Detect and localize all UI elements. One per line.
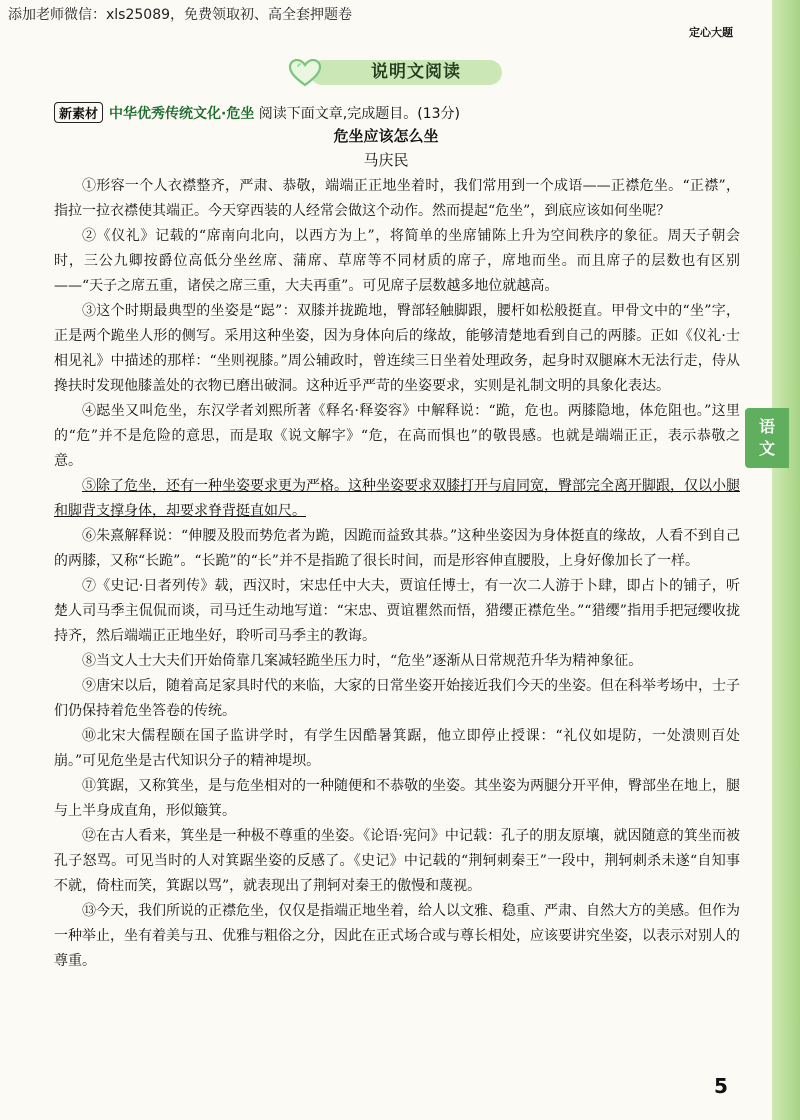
subject-tab-char: 语 bbox=[758, 417, 775, 436]
header-section-label: 定心大题 bbox=[689, 26, 733, 39]
watermark-text: 添加老师微信：xls25089，免费领取初、高全套押题卷 bbox=[8, 7, 353, 23]
banner-title: 说明文阅读 bbox=[371, 62, 461, 82]
paragraph: ⑪箕踞，又称箕坐，是与危坐相对的一种随便和不恭敬的坐姿。其坐姿为两腿分开平伸，臀部坐在地上，腿与上半身成直角，形似簸箕。 bbox=[54, 778, 740, 819]
paragraph: ⑫在古人看来，箕坐是一种极不尊重的坐姿。《论语·宪问》中记载：孔子的朋友原壤，就因随意的箕坐而被孔子怒骂。可见当时的人对箕踞坐姿的反感了。《史记》中记载的“荆轲刺秦王”一段中，荆轲刺杀未遂“自知事不就，倚柱而笑，箕踞以骂”，就表现出了荆轲对秦王的傲慢和蔑视。 bbox=[54, 828, 740, 894]
paragraph: ⑦《史记·日者列传》载，西汉时，宋忠任中大夫，贾谊任博士，有一次二人游于卜肆，即占卜的铺子，听楚人司马季主侃侃而谈，司马迁生动地写道：“宋忠、贾谊瞿然而悟，猎缨正襟危坐。”“猎缨”指用手把冠缨收拢持齐，然后端端正正地坐好，聆听司马季主的教诲。 bbox=[54, 578, 740, 644]
article-author: 马庆民 bbox=[363, 151, 409, 169]
new-material-tag: 新素材 bbox=[54, 102, 103, 123]
page-number: 5 bbox=[714, 1074, 728, 1098]
paragraph: ⑧当文人士大夫们开始倚靠几案减轻跪坐压力时，“危坐”逐渐从日常规范升华为精神象征。 bbox=[82, 653, 643, 669]
task-instruction bbox=[54, 102, 460, 123]
paragraph: ④跽坐又叫危坐，东汉学者刘熙所著《释名·释姿容》中解释说：“跪，危也。两膝隐地，体危阻也。”这里的“危”并不是危险的意思，而是取《说文解字》“危，在高而惧也”的敬畏感。也就是端端正正，表示恭敬之意。 bbox=[54, 403, 740, 469]
paragraph: ⑬今天，我们所说的正襟危坐，仅仅是指端正地坐着，给人以文雅、稳重、严肃、自然大方的美感。但作为一种举止，坐有着美与丑、优雅与粗俗之分，因此在正式场合或与尊长相处，应该要讲究坐姿，以表示对别人的尊重。 bbox=[54, 903, 740, 969]
page-edge bbox=[772, 0, 800, 1120]
paragraph: ③这个时期最典型的坐姿是“跽”：双膝并拢跪地，臀部轻触脚跟，腰杆如松般挺直。甲骨文中的“坐”字，正是两个跪坐人形的侧写。采用这种坐姿，因为身体向后的缘故，能够清楚地看到自己的两膝。正如《仪礼·士相见礼》中描述的那样：“坐则视膝。”周公辅政时，曾连续三日坐着处理政务，起身时双腿麻木无法行走，侍从搀扶时发现他膝盖处的衣物已磨出破洞。这种近乎严苛的坐姿要求，实则是礼制文明的具象化表达。 bbox=[54, 303, 740, 394]
paragraph-underlined: ⑤除了危坐，还有一种坐姿要求更为严格。这种坐姿要求双膝打开与肩同宽，臀部完全离开脚跟，仅以小腿和脚背支撑身体，却要求脊背挺直如尺。 bbox=[54, 478, 740, 519]
article-title: 危坐应该怎么坐 bbox=[333, 127, 439, 145]
paragraph: ⑨唐宋以后，随着高足家具时代的来临，大家的日常坐姿开始接近我们今天的坐姿。但在科举考场中，士子们仍保持着危坐答卷的传统。 bbox=[54, 678, 740, 719]
article-body bbox=[54, 174, 740, 974]
section-banner bbox=[288, 60, 502, 85]
task-text: 阅读下面文章,完成题目。(13分) bbox=[258, 106, 460, 122]
subject-tab bbox=[745, 408, 789, 468]
paragraph: ⑩北宋大儒程颐在国子监讲学时，有学生因酷暑箕踞，他立即停止授课：“礼仪如堤防，一处溃则百处崩。”可见危坐是古代知识分子的精神堤坝。 bbox=[54, 728, 740, 769]
paragraph: ②《仪礼》记载的“席南向北向，以西方为上”，将简单的坐席铺陈上升为空间秩序的象征。周天子朝会时，三公九卿按爵位高低分坐丝席、蒲席、草席等不同材质的席子，席地而坐。而且席子的层数也有区别——“天子之席五重，诸侯之席三重，大夫再重”。可见席子层数越多地位就越高。 bbox=[54, 228, 740, 294]
paragraph: ①形容一个人衣襟整齐，严肃、恭敬，端端正正地坐着时，我们常用到一个成语——正襟危坐。“正襟”，指拉一拉衣襟使其端正。今天穿西装的人经常会做这个动作。然而提起“危坐”，到底应该如何坐呢？ bbox=[54, 178, 740, 219]
subject-tab-char: 文 bbox=[758, 439, 775, 458]
paragraph: ⑥朱熹解释说：“伸腰及股而势危者为跪，因跪而益致其恭。”这种坐姿因为身体挺直的缘故，人看不到自己的两膝，又称“长跪”。“长跪”的“长”并不是指跪了很长时间，而是形容伸直腰股，上身好像加长了一样。 bbox=[54, 528, 740, 569]
heart-icon bbox=[288, 59, 322, 87]
task-topic: 中华优秀传统文化·危坐 bbox=[109, 106, 255, 122]
